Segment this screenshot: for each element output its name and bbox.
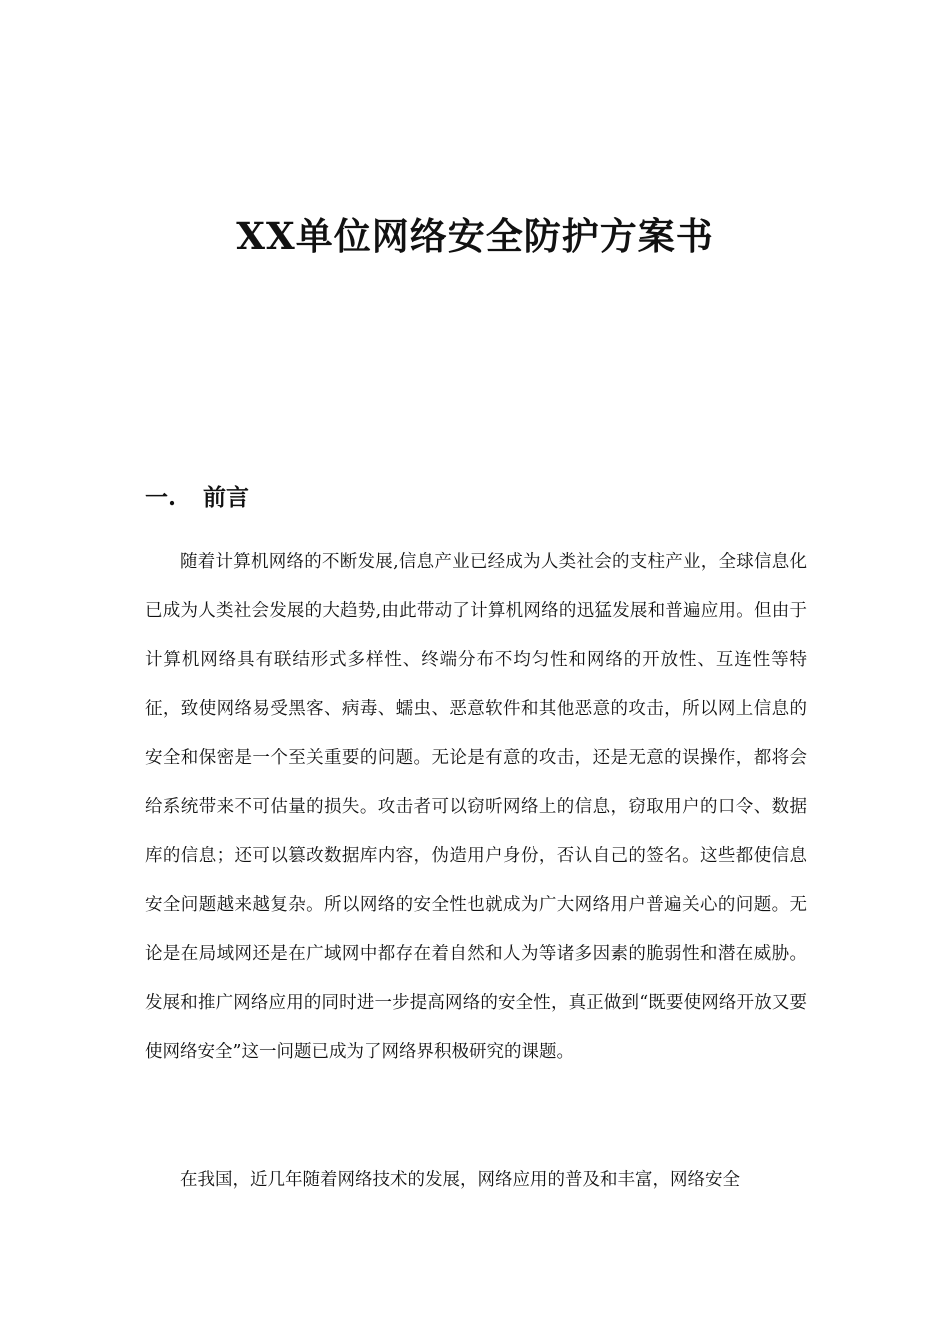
section-number: 一.: [145, 484, 177, 511]
body-paragraph: 在我国，近几年随着网络技术的发展，网络应用的普及和丰富，网络安全: [180, 1170, 740, 1190]
body-paragraph: 随着计算机网络的不断发展,信息产业已经成为人类社会的支柱产业，全球信息化已成为人类社会发展的大趋势,由此带动了计算机网络的迅猛发展和普遍应用。但由于计算机网络具有联结形式多样性、终端分布不均匀性和网络的开放性、互连性等特征，致使网络易受黑客、病毒、蠕虫、恶意软件和其他恶意的攻击，所以网上信息的安全和保密是一个至关重要的问题。无论是有意的攻击，还是无意的误操作，都将会给系统带来不可估量的损失。攻击者可以窃听网络上的信息，窃取用户的口令、数据库的信息；还可以篡改数据库内容，伪造用户身份，否认自己的签名。这些都使信息安全问题越来越复杂。所以网络的安全性也就成为广大网络用户普遍关心的问题。无论是在局域网还是在广域网中都存在着自然和人为等诸多因素的脆弱性和潜在威胁。发展和推广网络应用的同时进一步提高网络的安全性，真正做到“既要使网络开放又要使网络安全”这一问题已成为了网络界积极研究的课题。: [145, 552, 807, 1062]
document-title: XX单位网络安全防护方案书: [236, 214, 714, 258]
section-title: 前言: [203, 484, 249, 511]
section-heading: [145, 478, 249, 518]
